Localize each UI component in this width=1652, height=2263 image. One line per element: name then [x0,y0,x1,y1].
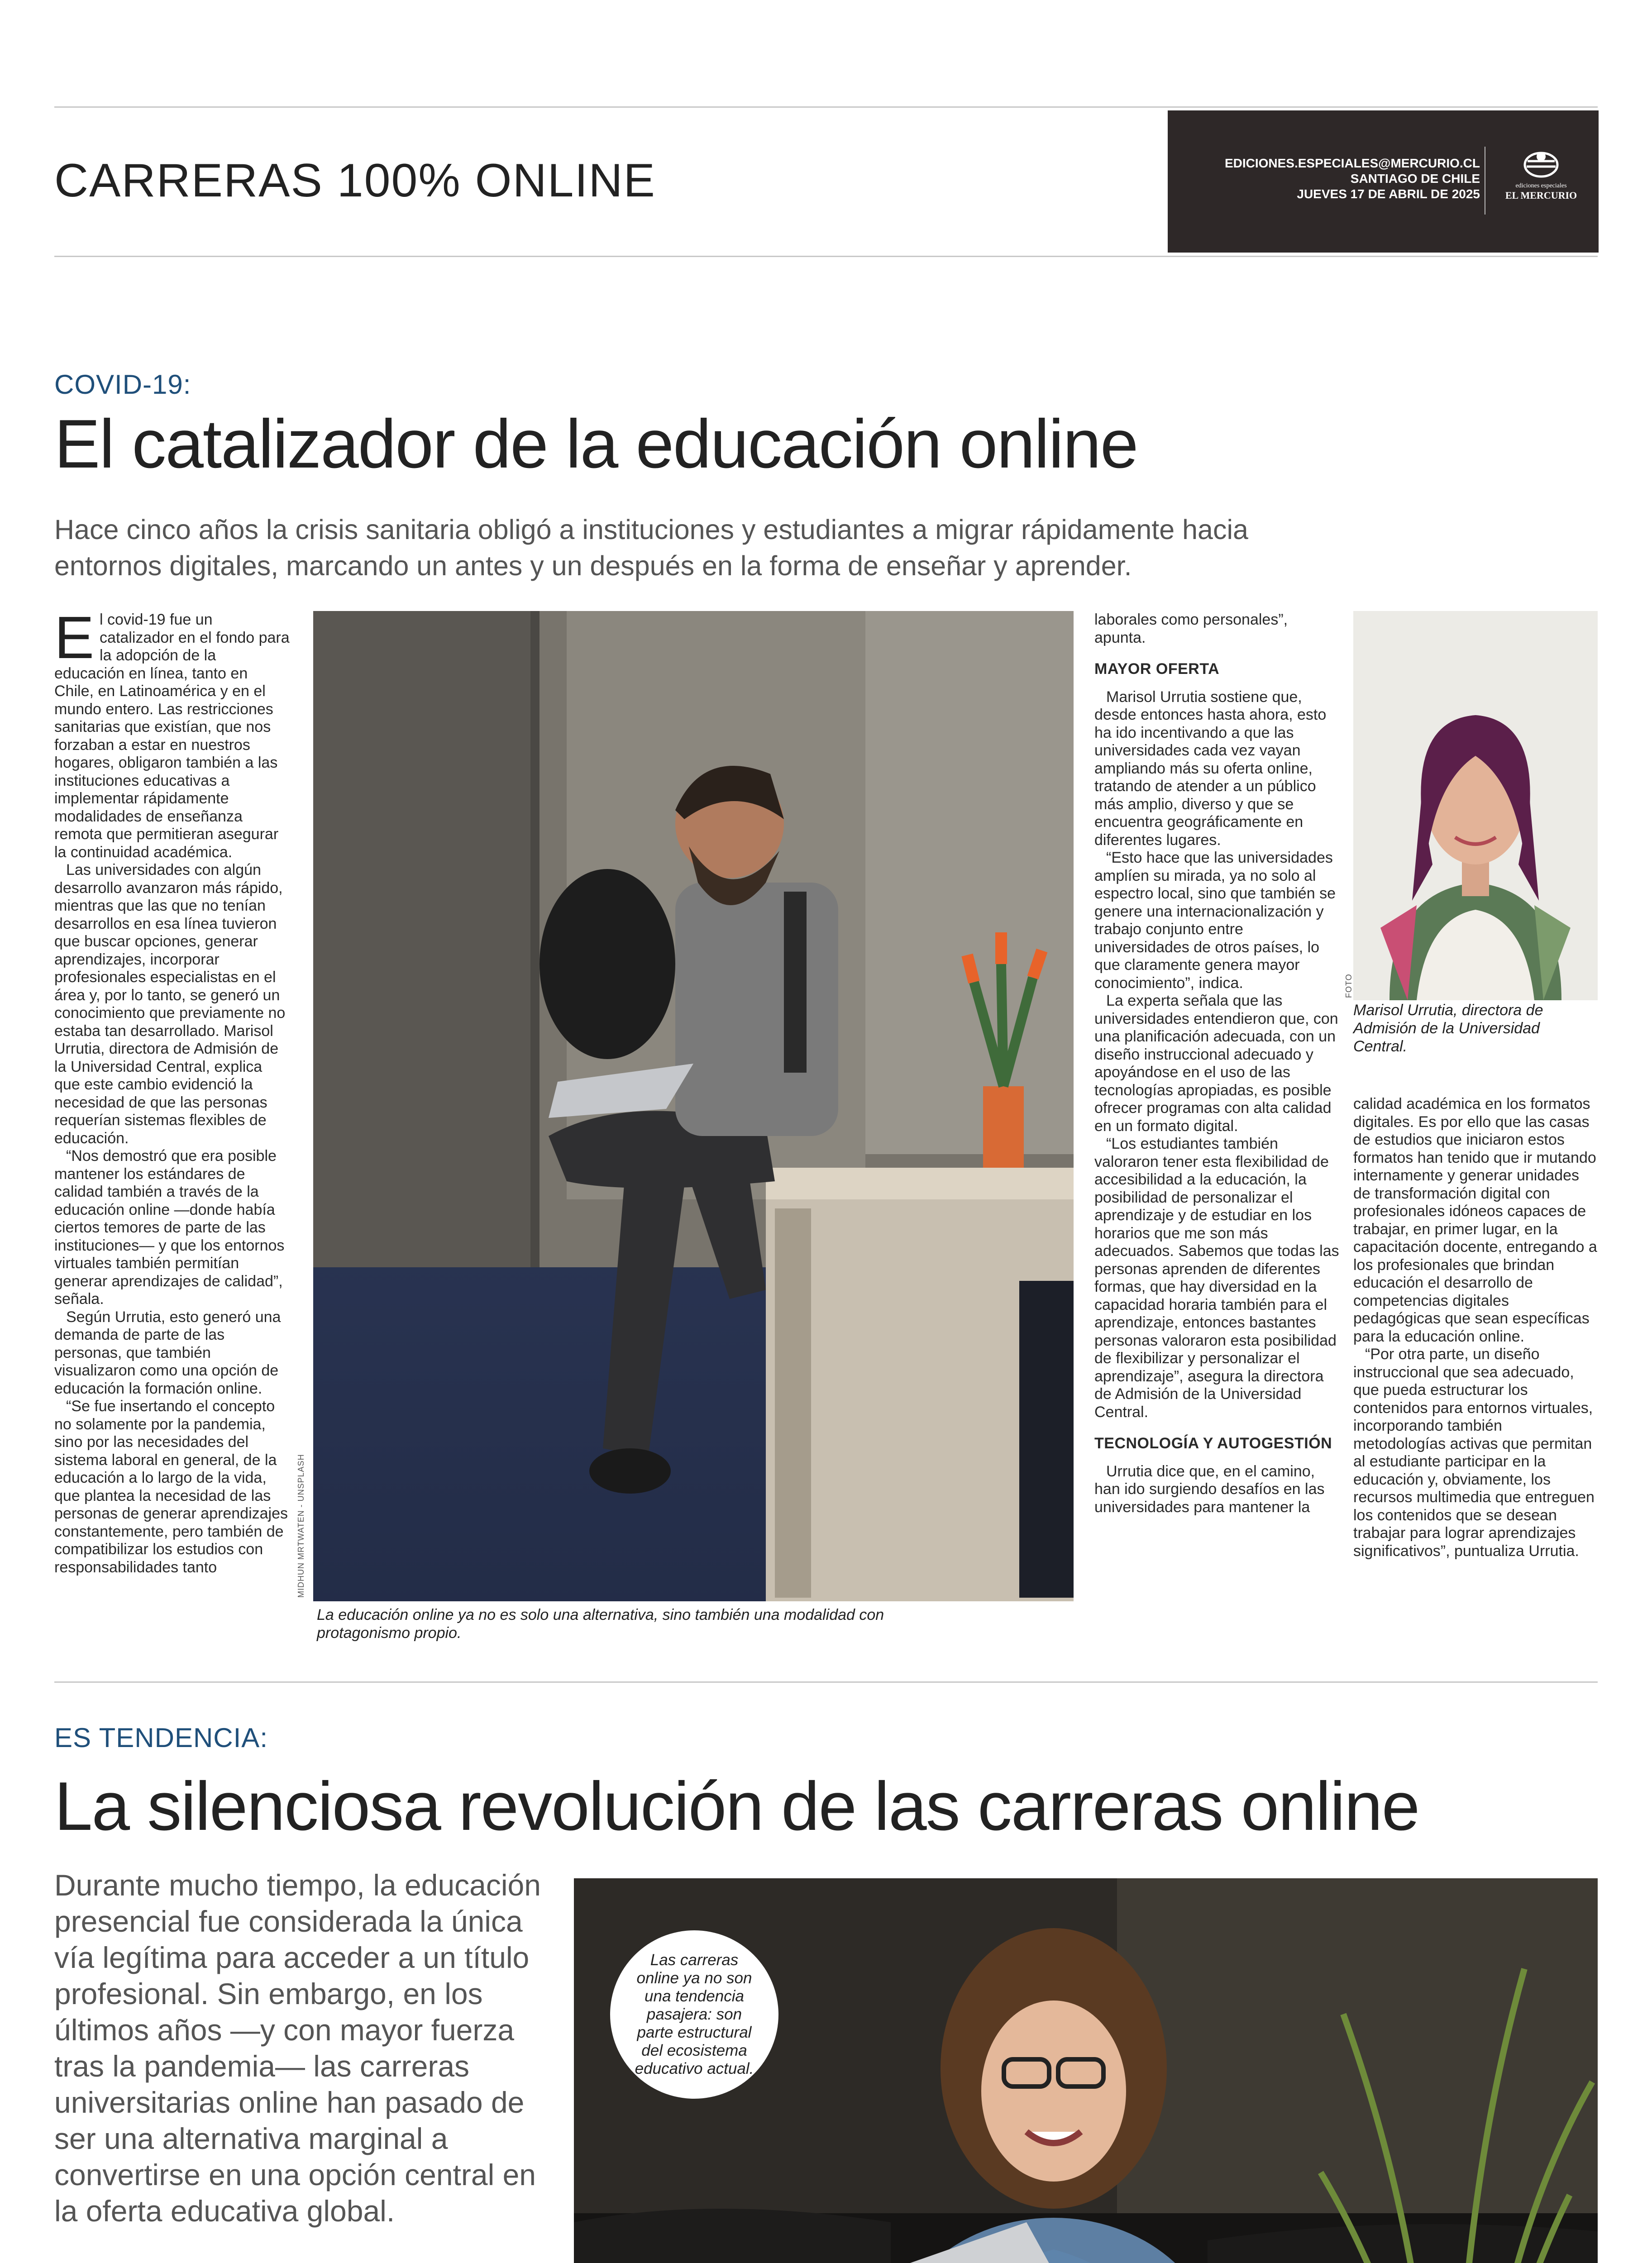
article1-col1-p: Las universidades con algún desarrollo avanzaron más rápido, mientras que las que no tenían desarrollos en esa línea tuvieron que buscar opciones, generar aprendizajes, incorporar profesionales especialistas en el área y, por lo tanto, se generó un conocimiento que previamente no estaba tan desarrollado. Marisol Urrutia, directora de Admisión de la Universidad Central, explica que este cambio evidenció la necesidad de que las personas requerían sistemas flexibles de educación. [54,861,286,1147]
article1-photo-credit: MIDHUN MRTWATEN - UNSPLASH [296,1454,306,1598]
article1-col3-p: Marisol Urrutia sostiene que, desde entonces hasta ahora, esto ha ido incentivando a que las universidades cada vez vayan ampliando más su oferta online, tratando de atender a un público más amplio, diverso y que se encuentra geográficamente en diferentes lugares. [1094,688,1327,849]
article2-lead: Durante mucho tiempo, la educación presencial fue considerada la única vía legítima para acceder a un título profesional. Sin embargo, en los últimos años —y con mayor fuerza tras la pandemia— las carreras universitarias online han pasado de ser una alternativa marginal a convertirse en una opción central en la oferta educativa global. [54,1868,541,2228]
article1-dropcap: E [54,611,95,671]
header-date: JUEVES 17 DE ABRIL DE 2025 [1297,187,1480,201]
article2-quote-text: Las carreras online ya no son una tendencia pasajera: son parte estructural del ecosistema educativo actual. [635,1951,754,2077]
article1-col3-p: “Los estudiantes también valoraron tener esta flexibilidad de accesibilidad a la educación, la posibilidad de personalizar el aprendizaje y de estudiar en los horarios que me son más adecuados. Sabemos que todas las personas aprenden de diferentes formas, que hay diversidad en la capacidad horaria también para el aprendizaje, entonces bastantes personas valoraron esta posibilidad de flexibilizar y personalizar el aprendizaje”, asegura la directora de Admisión de la Universidad Central. [1094,1135,1339,1421]
article1-col1 [54,611,290,1652]
article1-portrait-photo [1353,611,1598,1000]
article1-col3 [1094,611,1341,1654]
mercurio-emblem-icon [1518,148,1564,179]
article1-main-photo [313,611,1074,1601]
article1-photo-caption: La educación online ya no es solo una alternativa, sino también una modalidad con protagonismo propio. [317,1606,884,1642]
article1-col1-p: l covid-19 fue un catalizador en el fondo para la adopción de la educación en línea, tanto en Chile, en Latinoamérica y en el mundo entero. Las restricciones sanitarias que existían, que nos forzaban a estar en nuestros hogares, obligaron también a las instituciones educativas a implementar rápidamente modalidades de enseñanza remota que permitieran asegurar la continuidad académica. [54,611,290,861]
article1-lead: Hace cinco años la crisis sanitaria obligó a instituciones y estudiantes a migrar rápidamente hacia entornos digitales, marcando un antes y un después en la forma de enseñar y aprender. [54,514,1248,581]
article1-col4-p: calidad académica en los formatos digitales. Es por ello que las casas de estudios que iniciaron estos formatos han tenido que ir mutando internamente y generar unidades de transformación digital con profesionales idóneos capaces de trabajar, en primer lugar, en la capacitación docente, entregando a los profesionales que brindan educación el desarrollo de competencias digitales pedagógicas que sean específicas para la educación online. [1353,1095,1597,1345]
article1-headline: El catalizador de la educación online [54,406,1138,482]
section-title: CARRERAS 100% ONLINE [54,154,656,207]
header-email[interactable]: EDICIONES.ESPECIALES@MERCURIO.CL [1224,156,1480,170]
article1-col1-p: “Se fue insertando el concepto no solamente por la pandemia, sino por las necesidades del sistema laboral en general, de la educación a lo largo de la vida, que plantea la necesidad de las personas de generar aprendizajes constantemente, pero también de compatibilizar los estudios con responsabilidades tanto [54,1398,288,1576]
article1-col4 [1353,1095,1598,1657]
article1-col3-p: “Esto hace que las universidades amplíen su mirada, ya no solo al espectro local, sino que también se genere una internacionalización y trabajo conjunto entre universidades de otros países, lo que claramente genera mayor conocimiento”, indica. [1094,849,1336,992]
article1-col4-p: “Por otra parte, un diseño instruccional que sea adecuado, que pueda estructurar los contenidos para entornos virtuales, incorporando también metodologías activas que permitan al estudiante participar en la educación y, obviamente, los recursos multimedia que entreguen los contenidos que se desean trabajar para lograr aprendizajes significativos”, puntualiza Urrutia. [1353,1346,1595,1560]
logo-name: EL MERCURIO [1505,190,1577,201]
logo-small-text: ediciones especiales [1515,182,1567,189]
article1-portrait-caption: Marisol Urrutia, directora de Admisión de la Universidad Central. [1353,1002,1543,1055]
article1-heading-mayor-oferta: MAYOR OFERTA [1094,660,1220,678]
article1-heading-tecnologia: TECNOLOGÍA Y AUTOGESTIÓN [1094,1435,1332,1452]
article1-col3-p: La experta señala que las universidades entendieron que, con una planificación adecuada, con un diseño instruccional adecuado y apoyándose en el uso de las tecnologías apropiadas, es posible ofrecer programas con alta calidad en un formato digital. [1094,992,1338,1135]
article1-col1-p: “Nos demostró que era posible mantener los estándares de calidad también a través de la educación online —donde había ciertos temores de parte de las instituciones— y que los entornos virtuales también permitían generar aprendizajes de calidad”, señala. [54,1147,285,1308]
header-city: SANTIAGO DE CHILE [1350,172,1480,186]
article2-quote-bubble [610,1930,778,2099]
el-mercurio-logo [1489,148,1593,201]
article1-kicker: COVID-19: [54,369,191,400]
article1-col3-intro: laborales como personales”, apunta. [1094,611,1288,646]
article1-col1-p: Según Urrutia, esto generó una demanda de parte de las personas, que también visualizaron como una opción de educación la formación online. [54,1308,281,1397]
article1-portrait-credit: FOTO [1344,974,1353,998]
article2-main-photo [574,1878,1598,2263]
article2-kicker: ES TENDENCIA: [54,1723,268,1753]
header-box [1168,110,1599,253]
article1-col3-end: Urrutia dice que, en el camino, han ido surgiendo desafíos en las universidades para mantener la [1094,1462,1325,1516]
article2-headline: La silenciosa revolución de las carreras online [54,1768,1419,1845]
